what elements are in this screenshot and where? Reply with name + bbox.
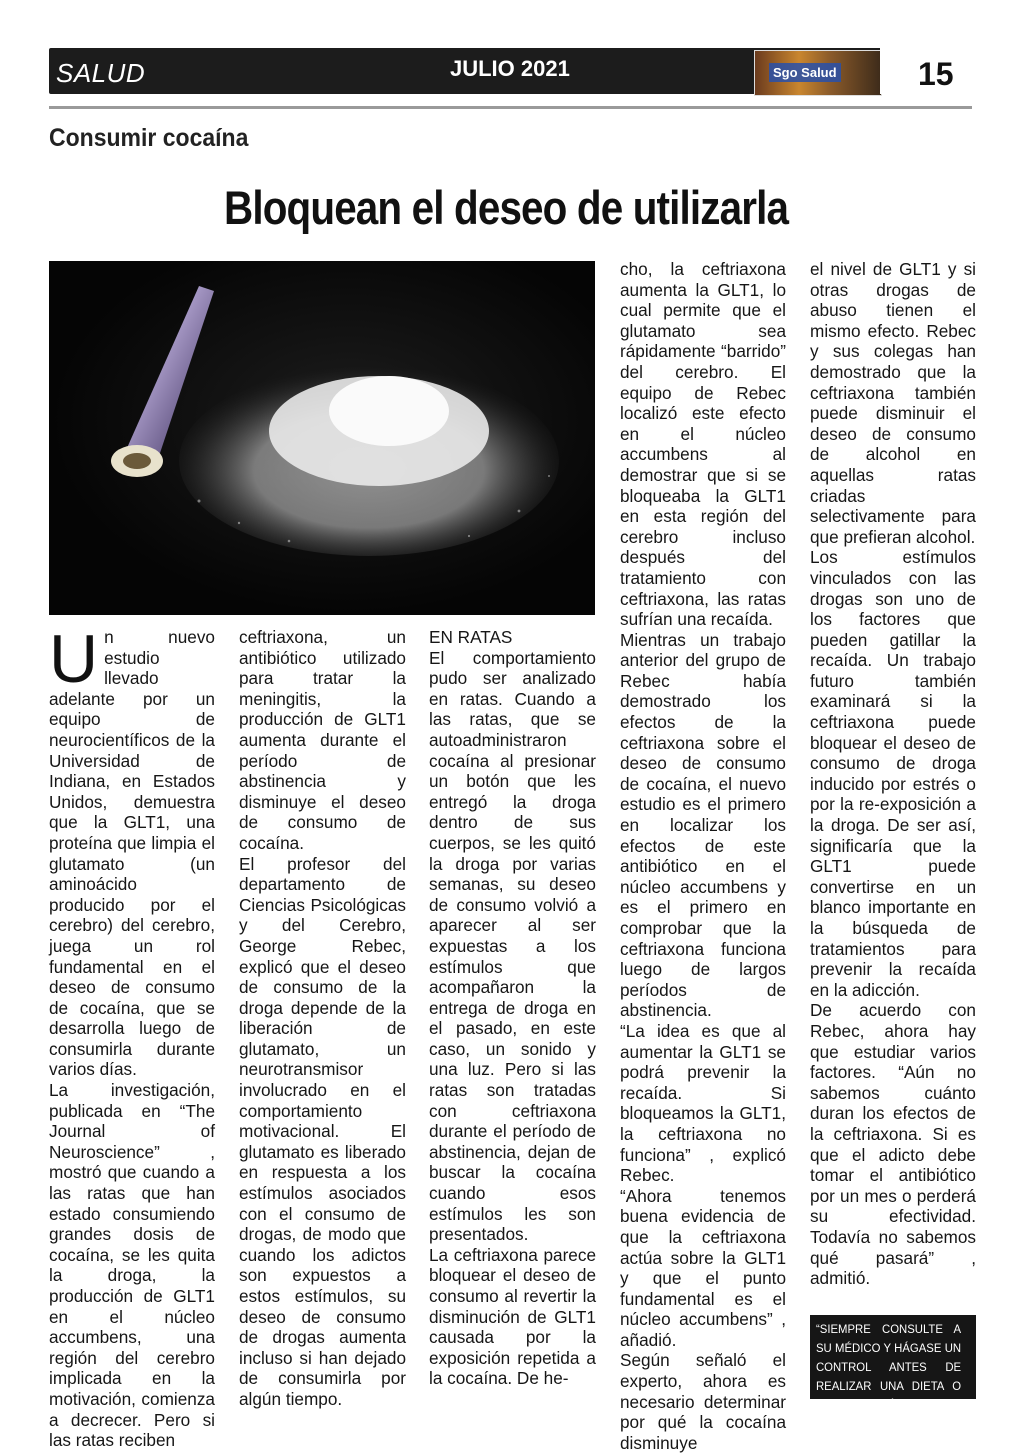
paragraph: el nivel de GLT1 y si otras drogas de abuso tienen el mismo efecto. Rebec y sus colegas han demostrado que la ceftriaxona también puede disminuir el deseo de consumo de alcohol en aquellas ratas criadas selectivamente para que prefieran alcohol. xyxy=(810,259,976,547)
article-kicker: Consumir cocaína xyxy=(49,124,249,152)
paragraph: La ceftriaxona parece bloquear el deseo de consumo al revertir la disminución de GLT1 causada por la exposición repetida a la cocaína. De he- xyxy=(429,1244,596,1389)
section-label: SALUD xyxy=(56,58,146,88)
article-column-2 xyxy=(239,627,406,1410)
paragraph: “La idea es que al aumentar la GLT1 se podrá prevenir la recaída. Si bloqueamos la GLT1, la ceftriaxona no funciona” , explicó Rebec. xyxy=(620,1020,786,1186)
paragraph: cho, la ceftriaxona aumenta la GLT1, lo cual permite que el glutamato sea rápidamente “barrido” del cerebro. El equipo de Rebec localizó este efecto en el núcleo accumbens al demostrar que si se bloqueaba la GLT1 en esta región del cerebro incluso después del tratamiento con ceftriaxona, las ratas sufrían una recaída. xyxy=(620,259,786,630)
paragraph: De acuerdo con Rebec, ahora hay que estudiar varios factores. “Aún no sabemos cuánto duran los efectos de la ceftriaxona. Si es que el adicto debe tomar el antibiótico por un mes o perderá su efectividad. Todavía no sabemos qué pasará” , admitió. xyxy=(810,1000,976,1289)
section-subhead: EN RATAS xyxy=(429,627,513,647)
paragraph: Según señaló el experto, ahora es necesario determinar por qué la cocaína disminuye xyxy=(620,1350,786,1453)
paragraph: “Ahora tenemos buena evidencia de que la ceftriaxona actúa sobre la GLT1 y que el punto fundamental es el núcleo accumbens” , añadió. xyxy=(620,1185,786,1350)
paragraph: Mientras un trabajo anterior del grupo de Rebec había demostrado los efectos de la ceftriaxona sobre el deseo de consumo de cocaína, el nuevo estudio es el primero en localizar los efectos de este antibiótico en el núcleo accumbens y es el primero en comprobar que la ceftriaxona funciona luego de largos períodos de abstinencia. xyxy=(620,629,786,1021)
article-column-1 xyxy=(49,621,215,1451)
paragraph: ceftriaxona, un antibiótico utilizado para tratar la meningitis, la producción de GLT1 aumenta durante el período de abstinencia y disminuye el deseo de consumo de cocaína. xyxy=(239,627,406,853)
article-column-5 xyxy=(810,259,976,1289)
article-photo xyxy=(49,261,595,615)
page-number: 15 xyxy=(918,56,954,92)
paragraph: La investigación, publicada en “The Journal of Neuroscience” , mostró que cuando a las ratas que han estado consumiendo grandes dosis de cocaína, se les quita la droga, la producción de GLT1 en el núcleo accumbens, una región del cerebro implicada en la motivación, comienza a decrecer. Pero si las ratas reciben xyxy=(49,1080,215,1451)
issue-date: JULIO 2021 xyxy=(450,56,570,81)
article-column-3 xyxy=(429,627,596,1389)
paragraph-text: n nuevo estudio llevado adelante por un equipo de neurocientíficos de la Universidad de Indiana, en Estados Unidos, demuestra que la GLT1, una proteína que limpia el glutamato (un aminoácido producido por el cerebro) del cerebro, juega un rol fundamental en el deseo de consumo de cocaína, que se desarrolla luego de consumirla durante varios días. xyxy=(49,627,215,1080)
cocaine-photo-illustration xyxy=(49,261,595,615)
header-rule xyxy=(49,106,972,109)
paragraph xyxy=(49,621,215,1080)
paragraph: El profesor del departamento de Ciencias Psicológicas y del Cerebro, George Rebec, explicó que el deseo de consumo de la droga depende de la liberación de glutamato, un neurotransmisor involucrado en el comportamiento motivacional. El glutamato es liberado en respuesta a los estímulos asociados con el consumo de drogas, de modo que cuando los adictos son expuestos a estos estímulos, su deseo de consumo de drogas aumenta incluso si han dejado de consumirla por algún tiempo. xyxy=(239,853,406,1409)
paragraph: Los estímulos vinculados con las drogas son uno de los factores que pueden gatillar la recaída. Un trabajo futuro también examinará si la ceftriaxona puede bloquear el deseo de consumo de droga inducido por estrés o por la re-exposición a la droga. De ser así, significaría que la GLT1 puede convertirse en un blanco importante en la búsqueda de tratamientos para prevenir la recaída en la adicción. xyxy=(810,547,976,1000)
paragraph: El comportamiento pudo ser analizado en ratas. Cuando a las ratas, que se autoadministraron cocaína al presionar un botón que les entregó la droga dentro de sus cuerpos, se les quitó la droga por varias semanas, su deseo de consumo volvió a aparecer al ser expuestas a los estímulos que acompañaron la entrega de droga en el pasado, en este caso, un sonido y una luz. Pero si las ratas son tratadas con ceftriaxona durante el período de abstinencia, dejan de buscar la cocaína cuando esos estímulos les son presentados. xyxy=(429,647,596,1245)
publication-logo xyxy=(754,50,882,96)
article-headline: Bloquean el deseo de utilizarla xyxy=(224,181,789,234)
health-tip-text: “SIEMPRE CONSULTE A SU MÉDICO Y HÁGASE UN CONTROL ANTES DE REALIZAR UNA DIETA O ACTIVADAD FÍSICA” xyxy=(816,1322,962,1412)
dropcap: U xyxy=(49,621,99,697)
logo-text: Sgo Salud xyxy=(769,63,841,82)
article-column-4 xyxy=(620,259,786,1453)
